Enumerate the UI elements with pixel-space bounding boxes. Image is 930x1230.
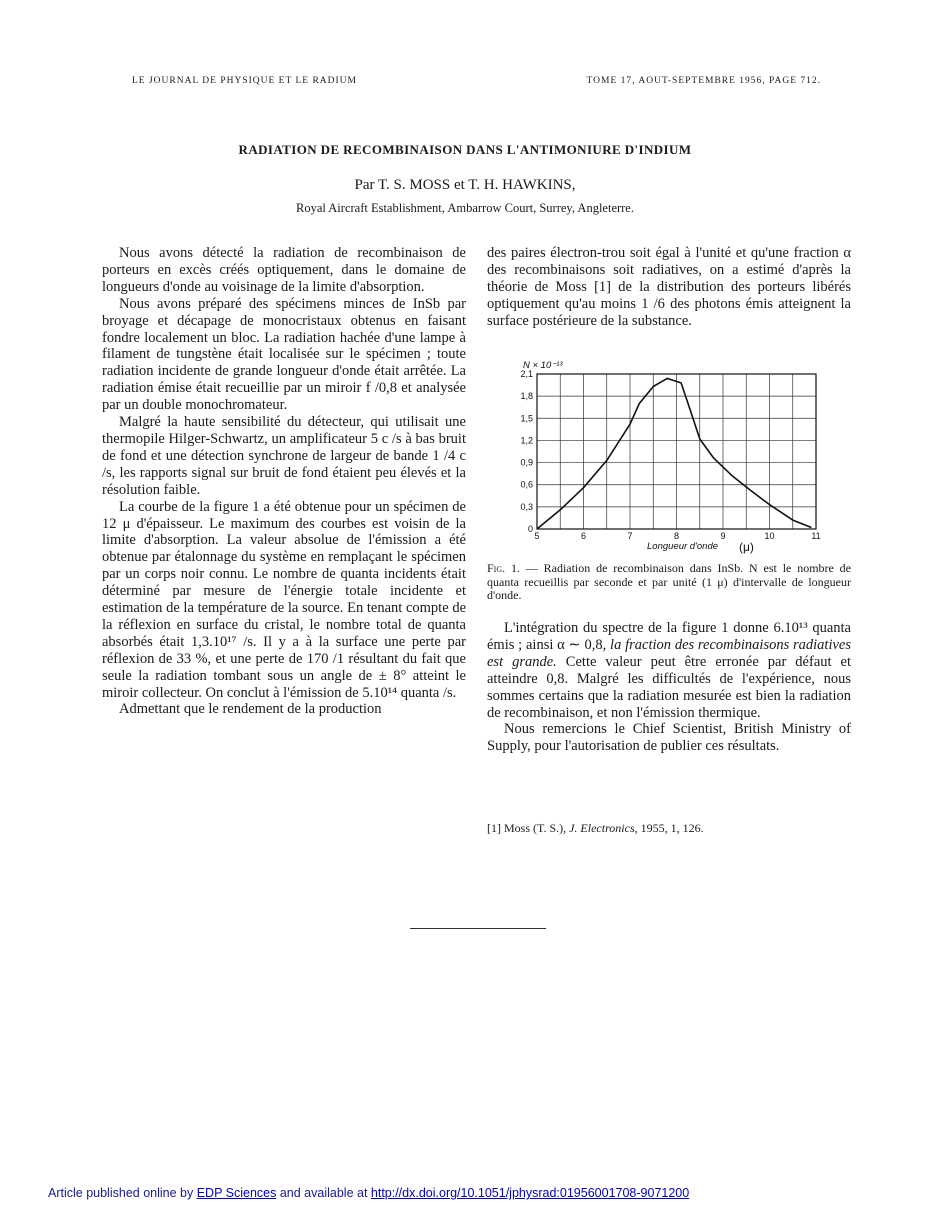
issue-info: TOME 17, AOUT-SEPTEMBRE 1956, PAGE 712.	[586, 76, 821, 86]
paragraph: Nous remercions le Chief Scientist, British Ministry of Supply, pour l'autorisation de publier ces résultats.	[487, 721, 851, 755]
paragraph: La courbe de la figure 1 a été obtenue pour un spécimen de 12 μ d'épaisseur. Le maximum des courbes est voisin de la limite d'absorption. La valeur absolue de l'émission a été obtenue par étalonnage du système en remplaçant le spécimen par un corps noir connu. Le nombre de quanta incidents était déterminé par mesure de l'énergie totale incidente et estimation de la température de la source. En tenant compte de la réflexion en surface du cristal, le nombre total de quanta absorbés était 1,3.10¹⁷ /s. Il y a à la surface une perte par réflexion de 33 %, et une perte de 170 /1 résultant du fait que seule la radiation tombant sous un angle de ± 8° atteint le miroir collecteur. On conclut à l'émission de 5.10¹⁴ quanta /s.	[102, 498, 466, 701]
x-tick-label: 11	[811, 531, 821, 541]
y-tick-label: 1,5	[520, 413, 533, 424]
doi-link[interactable]: http://dx.doi.org/10.1051/jphysrad:01956001708-9071200	[370, 1186, 690, 1200]
caption-text: — Radiation de recombinaison dans InSb. N est le nombre de quanta recueillis par seconde et par unité (1 μ) d'intervalle de longueur d'onde.	[487, 561, 851, 602]
journal-name: LE JOURNAL DE PHYSIQUE ET LE RADIUM	[132, 76, 357, 86]
article-title: RADIATION DE RECOMBINAISON DANS L'ANTIMONIURE D'INDIUM	[238, 142, 692, 157]
y-tick-label: 1,2	[520, 435, 533, 446]
x-axis-unit: (μ)	[739, 540, 754, 554]
data-curve	[537, 378, 811, 529]
y-tick-label: 2,1	[520, 369, 533, 379]
reference-journal: J. Electronics	[569, 821, 635, 835]
recombination-chart	[487, 354, 851, 554]
x-axis-label: Longueur d'onde	[647, 541, 719, 552]
x-tick-label: 6	[580, 531, 587, 541]
reference-1: [1] Moss (T. S.), J. Electronics, 1955, 1, 126.	[487, 821, 704, 835]
end-rule	[410, 928, 546, 929]
paragraph: Admettant que le rendement de la production	[119, 701, 382, 718]
publication-footer: Article published online by EDP Sciences and available at http://dx.doi.org/10.1051/jphysrad:01956001708-9071200	[48, 1186, 690, 1200]
y-axis-label: N × 10⁻¹³	[523, 360, 563, 371]
paragraph: des paires électron-trou soit égal à l'unité et qu'une fraction α des recombinaisons soit radiatives, on a estimé d'après la théorie de Moss [1] de la distribution des porteurs libérés optiquement qu'au moins 1 /6 des photons émis atteignent la surface postérieure de la substance.	[487, 245, 851, 329]
article-authors: Par T. S. MOSS et T. H. HAWKINS,	[354, 177, 576, 193]
emphasis: la fraction des recombinaisons radiatives est grande.	[487, 636, 852, 670]
figure-1	[487, 354, 851, 554]
paragraph: Nous avons préparé des spécimens minces de InSb par broyage et décapage de monocristaux obtenus en faisant fondre localement un bloc. La radiation hachée d'une lampe à filament de tungstène était localisée sur le spécimen ; toute radiation incidente de grande longueur d'onde était arrêtée. La radiation émise était recueillie par un miroir f /0,8 et analysée par un double monochromateur.	[102, 295, 466, 414]
body-column-right-bottom	[487, 620, 851, 755]
edp-sciences-link[interactable]: EDP Sciences	[196, 1186, 277, 1200]
x-tick-label: 8	[673, 531, 680, 541]
figure-caption	[487, 562, 851, 603]
y-tick-label: 0	[527, 524, 533, 534]
x-tick-label: 7	[627, 531, 633, 541]
x-tick-label: 10	[764, 531, 775, 541]
y-tick-label: 0,3	[520, 501, 533, 512]
x-tick-label: 5	[534, 531, 540, 541]
caption-label: Fig. 1.	[487, 561, 520, 575]
body-column-right-top	[487, 245, 851, 330]
paragraph: Malgré la haute sensibilité du détecteur, qui utilisait une thermopile Hilger-Schwartz, un amplificateur 5 c /s à bas bruit de fond et une détection synchrone de largeur de bande 1 /4 c /s, les rapports signal sur bruit de fond étaient peu élevés et la résolution faible.	[102, 414, 466, 498]
body-column-left	[102, 245, 466, 718]
paragraph: L'intégration du spectre de la figure 1 donne 6.10¹³ quanta émis ; ainsi α ∼ 0,8, la fraction des recombinaisons radiatives est grande. Cette valeur peut être erronée par défaut et atteindre 0,8. Malgré les difficultés de l'expérience, nous sommes certains que la radiation mesurée est bien la radiation de recombinaison, et non l'émission thermique.	[487, 620, 852, 721]
paragraph: Nous avons détecté la radiation de recombinaison de porteurs en excès créés optiquement, dans le domaine de longueurs d'onde au voisinage de la limite d'absorption.	[102, 245, 466, 295]
y-tick-label: 0,6	[520, 479, 533, 490]
y-tick-label: 1,8	[520, 391, 533, 402]
article-affiliation: Royal Aircraft Establishment, Ambarrow Court, Surrey, Angleterre.	[295, 201, 634, 215]
x-tick-label: 9	[720, 531, 726, 541]
y-tick-label: 0,9	[520, 457, 533, 468]
